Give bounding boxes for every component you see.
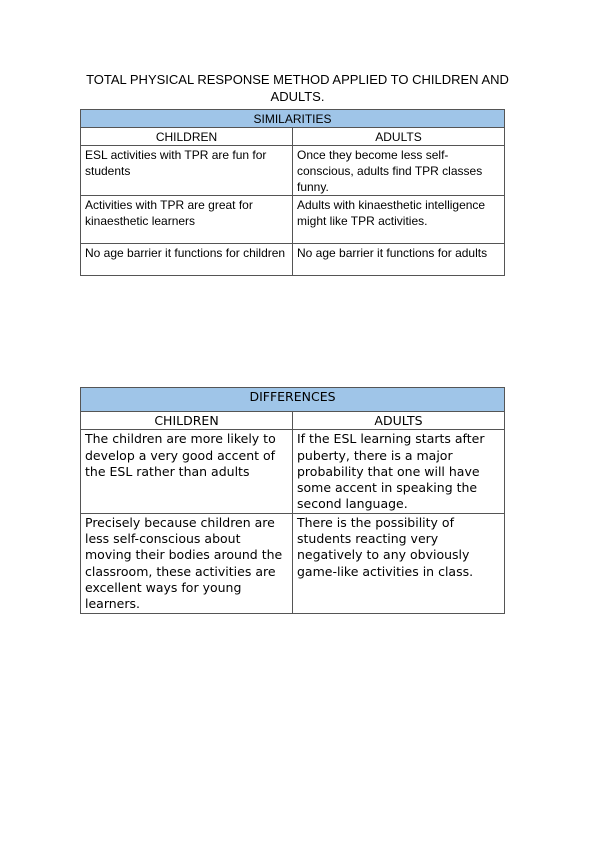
table-cell-children: No age barrier it functions for children: [81, 244, 293, 276]
differences-table: [80, 387, 505, 614]
table-row: [81, 244, 505, 276]
table-row: [81, 196, 505, 244]
similarities-table: [80, 109, 505, 276]
table-cell-adults: Adults with kinaesthetic intelligence might like TPR activities.: [293, 196, 505, 244]
similarities-column-children: CHILDREN: [81, 128, 293, 146]
table-cell-adults: No age barrier it functions for adults: [293, 244, 505, 276]
similarities-column-adults: ADULTS: [293, 128, 505, 146]
table-cell-adults: There is the possibility of students reacting very negatively to any obviously game-like activities in class.: [293, 513, 505, 613]
differences-column-children: CHILDREN: [81, 412, 293, 430]
table-cell-children: The children are more likely to develop a very good accent of the ESL rather than adults: [81, 430, 293, 513]
table-row: [81, 146, 505, 196]
table-row: [81, 513, 505, 613]
similarities-header: SIMILARITIES: [81, 110, 505, 128]
table-cell-children: Precisely because children are less self-conscious about moving their bodies around the classroom, these activities are excellent ways for young learners.: [81, 513, 293, 613]
table-cell-adults: Once they become less self-conscious, adults find TPR classes funny.: [293, 146, 505, 196]
table-cell-children: ESL activities with TPR are fun for students: [81, 146, 293, 196]
table-cell-adults: If the ESL learning starts after puberty, there is a major probability that one will have some accent in speaking the second language.: [293, 430, 505, 513]
differences-column-adults: ADULTS: [293, 412, 505, 430]
document-title: TOTAL PHYSICAL RESPONSE METHOD APPLIED TO CHILDREN AND ADULTS.: [86, 72, 509, 104]
table-row: [81, 430, 505, 513]
differences-header: DIFFERENCES: [81, 388, 505, 412]
table-cell-children: Activities with TPR are great for kinaesthetic learners: [81, 196, 293, 244]
